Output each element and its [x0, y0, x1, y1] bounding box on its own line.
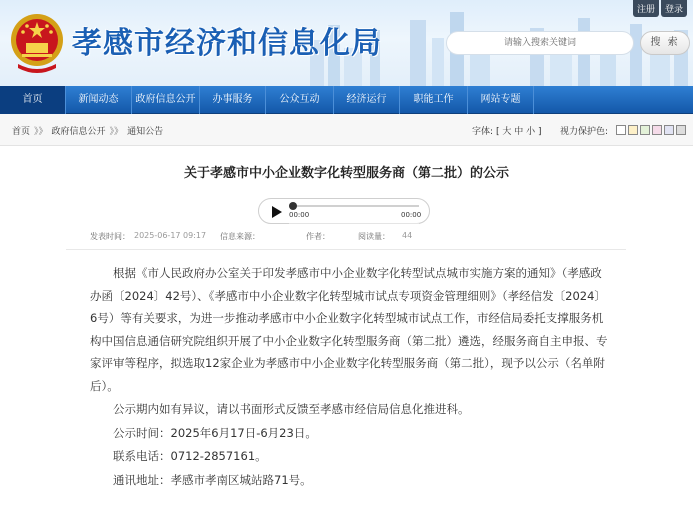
- meta-source: [260, 231, 306, 242]
- breadcrumb-separator: 》》: [34, 127, 48, 137]
- eye-protect-swatches: [616, 125, 686, 135]
- top-links: [631, 0, 687, 17]
- audio-progress-track[interactable]: [289, 205, 419, 207]
- meta-date: 2025-06-17 09:17: [134, 231, 207, 240]
- meta-views: 44: [402, 231, 413, 240]
- article-meta: [90, 231, 412, 242]
- audio-current-time: 00:00: [289, 211, 310, 219]
- article-paragraph: 公示时间：2025年6月17日-6月23日。: [113, 425, 317, 440]
- breadcrumb-bar: [0, 114, 693, 146]
- color-swatch-blue[interactable]: [664, 125, 674, 135]
- nav-item-gov-info[interactable]: 政府信息公开: [132, 86, 200, 114]
- play-icon[interactable]: [272, 206, 282, 218]
- color-swatch-pink[interactable]: [652, 125, 662, 135]
- site-title: 孝感市经济和信息化局: [72, 26, 382, 61]
- nav-item-topics[interactable]: 网站专题: [468, 86, 534, 114]
- register-link[interactable]: 注册: [633, 0, 659, 17]
- color-swatch-gray[interactable]: [676, 125, 686, 135]
- color-swatch-yellow[interactable]: [628, 125, 638, 135]
- nav-item-home[interactable]: 首页: [0, 86, 66, 114]
- audio-progress-handle[interactable]: [289, 202, 297, 210]
- article-paragraph: 公示期内如有异议，请以书面形式反馈至孝感市经信局信息化推进科。: [113, 402, 470, 416]
- eye-protect-label: 视力保护色:: [560, 127, 609, 137]
- breadcrumb-separator: 》》: [109, 127, 124, 137]
- meta-source-label: 信息来源：: [220, 232, 260, 241]
- article-paragraph: 联系电话：0712-2857161。: [113, 449, 267, 463]
- search-button[interactable]: 搜 索: [640, 31, 690, 55]
- meta-date-label: 发表时间：: [90, 232, 130, 241]
- font-size-label: 字体:: [472, 127, 494, 137]
- national-emblem-logo: [8, 10, 66, 76]
- font-size-options[interactable]: [ 大 中 小 ]: [496, 127, 542, 137]
- article-paragraph: 根据《市人民政府办公室关于印发孝感市中小企业数字化转型试点城市实施方案的通知》（孝感政办函〔2024〕42号）、《孝感市中小企业数字化转型城市试点专项资金管理细则》（孝经信发〔2024〕6号）等有关要求，为进一步推动孝感市中小企业数字化转型城市试点工作，市经信局委托支撑服务机构中国信息通信研究院组织开展了中小企业数字化转型服务商（第二批）遴选，经服务商自主申报、专家评审等程序，拟选取12家企业为孝感市中小企业数字化转型服务商（第二批），现予以公示（名单附后）。: [90, 266, 608, 393]
- nav-item-functions[interactable]: 职能工作: [400, 86, 468, 114]
- nav-item-interaction[interactable]: 公众互动: [266, 86, 334, 114]
- breadcrumb-notices[interactable]: 通知公告: [127, 127, 164, 137]
- site-header: [0, 0, 693, 86]
- meta-author: [330, 231, 358, 242]
- audio-divider: [289, 223, 419, 224]
- nav-item-economy[interactable]: 经济运行: [334, 86, 400, 114]
- color-swatch-green[interactable]: [640, 125, 650, 135]
- main-nav: [0, 86, 693, 114]
- color-swatch-white[interactable]: [616, 125, 626, 135]
- article-title: 关于孝感市中小企业数字化转型服务商（第二批）的公示: [183, 166, 509, 181]
- breadcrumb-gov-info[interactable]: 政府信息公开: [51, 127, 106, 137]
- meta-views-label: 阅读量：: [358, 232, 390, 241]
- breadcrumb: [12, 124, 163, 137]
- meta-divider: [66, 249, 626, 250]
- font-size-control: [472, 124, 542, 137]
- audio-duration: 00:00: [401, 211, 422, 219]
- audio-player: [258, 198, 430, 224]
- nav-item-news[interactable]: 新闻动态: [66, 86, 132, 114]
- search-input[interactable]: 请输入搜索关键词: [446, 31, 634, 55]
- breadcrumb-home[interactable]: 首页: [12, 127, 31, 137]
- login-link[interactable]: 登录: [661, 0, 687, 17]
- meta-author-label: 作者：: [306, 232, 330, 241]
- article-paragraph: 通讯地址：孝感市孝南区城站路71号。: [113, 472, 312, 487]
- nav-item-services[interactable]: 办事服务: [200, 86, 266, 114]
- article-body: [90, 262, 610, 491]
